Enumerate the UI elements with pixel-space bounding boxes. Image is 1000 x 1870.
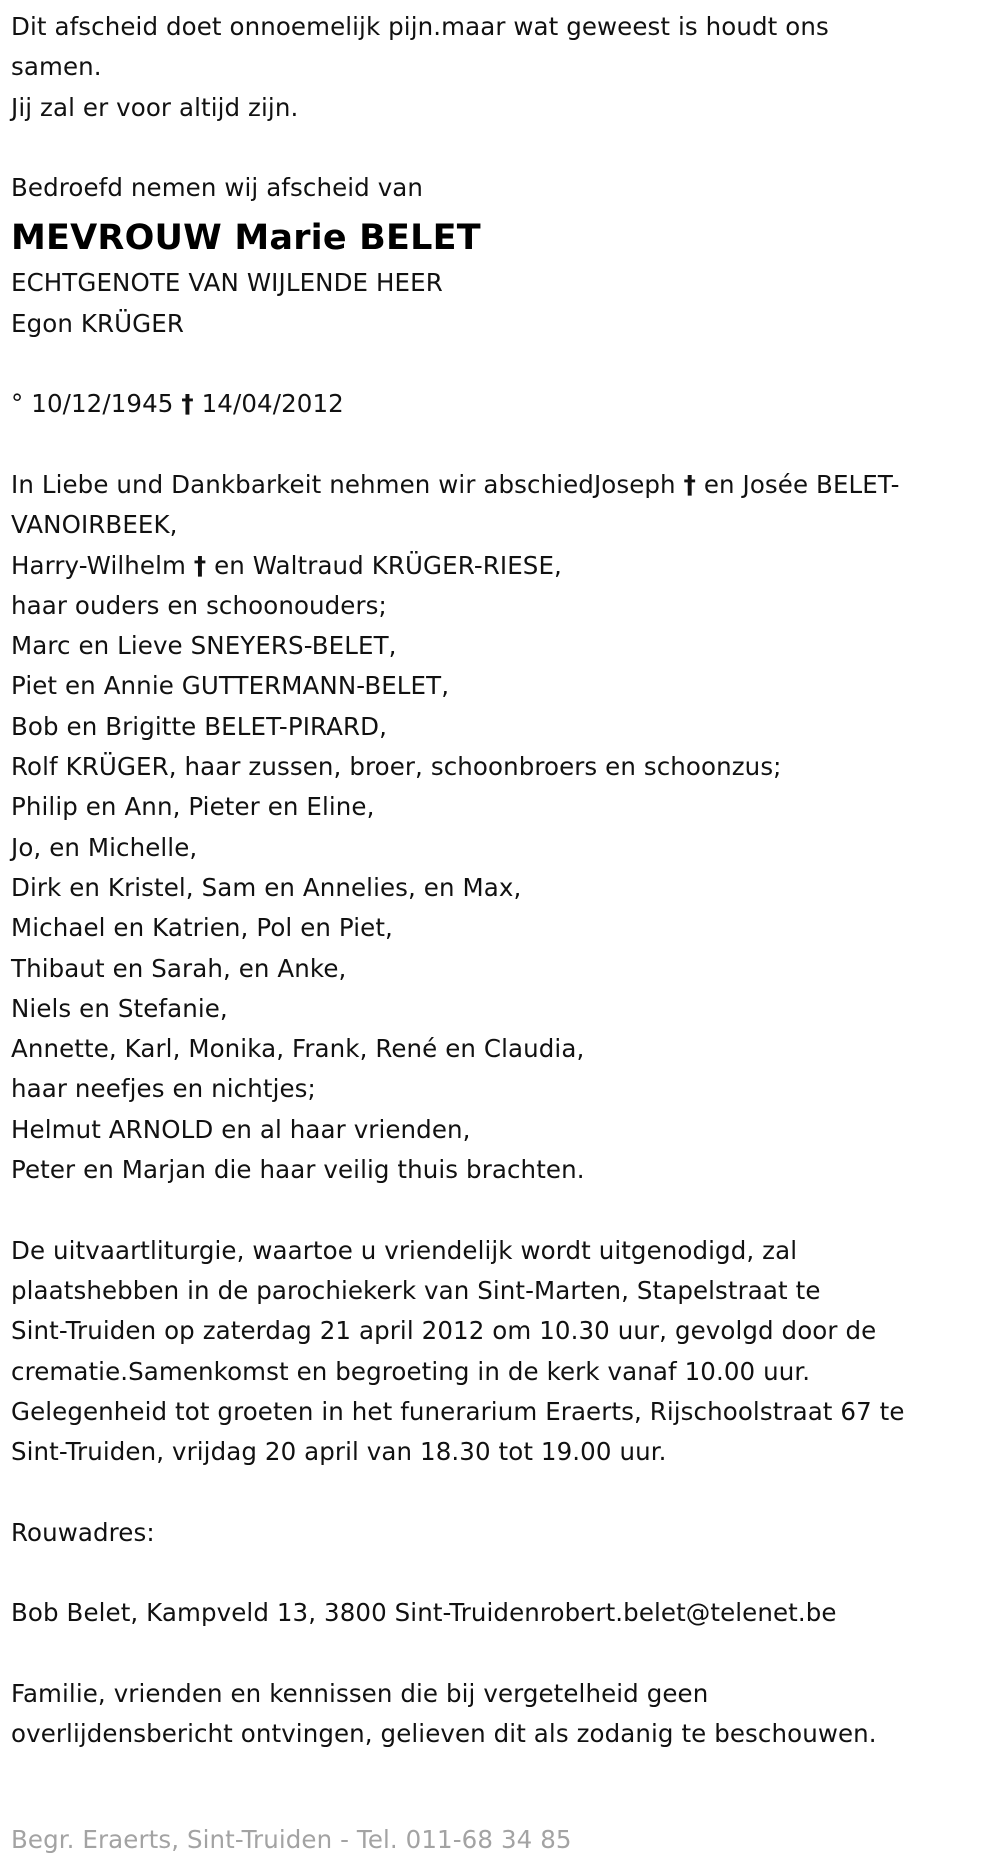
birth-symbol: ° (11, 389, 24, 419)
mourners-line: Annette, Karl, Monika, Frank, René en Claudia, (11, 1034, 585, 1064)
mourners-line: VANOIRBEEK, (11, 510, 178, 540)
funeral-line: Sint-Truiden, vrijdag 20 april van 18.30 tot 19.00 uur. (11, 1437, 667, 1467)
mourners-line: Bob en Brigitte BELET-PIRARD, (11, 711, 387, 741)
announcement-text: Bedroefd nemen wij afscheid van (11, 173, 424, 203)
mourner-name: Harry-Wilhelm (11, 550, 186, 580)
mourners-line: Marc en Lieve SNEYERS-BELET, (11, 631, 397, 661)
mourners-line: Piet en Annie GUTTERMANN-BELET, (11, 671, 450, 701)
intro-line-3: Jij zal er voor altijd zijn. (11, 92, 299, 122)
closing-line: overlijdensbericht ontvingen, gelieven dit als zodanig te beschouwen. (11, 1719, 877, 1749)
funeral-home-credit: Begr. Eraerts, Sint-Truiden - Tel. 011-68 34 85 (11, 1825, 572, 1854)
intro-line-1: Dit afscheid doet onnoemelijk pijn.maar wat geweest is houdt ons (11, 12, 829, 41)
mourners-line: Michael en Katrien, Pol en Piet, (11, 913, 393, 943)
mourners-intro-text: In Liebe und Dankbarkeit nehmen wir abschiedJoseph (11, 469, 676, 499)
mourners-line: Helmut ARNOLD en al haar vrienden, (11, 1114, 471, 1144)
deceased-name: MEVROUW Marie BELET (11, 218, 481, 259)
mourners-line: Dirk en Kristel, Sam en Annelies, en Max, (11, 872, 522, 902)
spacer (11, 425, 996, 465)
mourner-name: en Waltraud KRÜGER-RIESE, (214, 550, 562, 580)
spouse-name: Egon KRÜGER (11, 308, 184, 338)
funeral-line: De uitvaartliturgie, waartoe u vriendelijk wordt uitgenodigd, zal (11, 1235, 798, 1265)
mourners-first-line (11, 465, 996, 505)
mourners-line: Jo, en Michelle, (11, 832, 198, 862)
mourners-parents-text: en Josée BELET- (703, 469, 900, 499)
funeral-line: plaatshebben in de parochiekerk van Sint-Marten, Stapelstraat te (11, 1275, 821, 1305)
mourners-line: Niels en Stefanie, (11, 993, 228, 1023)
address-value: Bob Belet, Kampveld 13, 3800 Sint-Truidenrobert.belet@telenet.be (11, 1598, 837, 1628)
funeral-line: Sint-Truiden op zaterdag 21 april 2012 om 10.30 uur, gevolgd door de (11, 1316, 877, 1346)
closing-line: Familie, vrienden en kennissen die bij vergetelheid geen (11, 1678, 709, 1708)
mourners-line: haar neefjes en nichtjes; (11, 1074, 316, 1104)
mourners-line: Rolf KRÜGER, haar zussen, broer, schoonbroers en schoonzus; (11, 752, 782, 782)
mourners-line: Peter en Marjan die haar veilig thuis brachten. (11, 1155, 585, 1185)
spacer (11, 1634, 996, 1674)
spacer (11, 344, 996, 384)
spacer (11, 128, 996, 168)
address-label: Rouwadres: (11, 1517, 155, 1547)
spacer (11, 1472, 996, 1512)
cross-icon: † (181, 389, 194, 419)
spacer (11, 1190, 996, 1230)
mourners-line (11, 546, 996, 586)
mourners-line: haar ouders en schoonouders; (11, 590, 387, 620)
life-dates (11, 384, 996, 424)
intro-line-2: samen. (11, 52, 102, 82)
cross-icon: † (193, 550, 207, 580)
cross-icon: † (683, 469, 696, 499)
funeral-line: Gelegenheid tot groeten in het funerarium Eraerts, Rijschoolstraat 67 te (11, 1396, 905, 1426)
funeral-line: crematie.Samenkomst en begroeting in de kerk vanaf 10.00 uur. (11, 1356, 811, 1386)
death-notice (11, 7, 996, 1754)
spacer (11, 1553, 996, 1593)
mourners-line: Thibaut en Sarah, en Anke, (11, 953, 347, 983)
mourners-line: Philip en Ann, Pieter en Eline, (11, 792, 375, 822)
death-date: 14/04/2012 (201, 389, 344, 419)
birth-date: 10/12/1945 (31, 389, 174, 419)
spouse-title: ECHTGENOTE VAN WIJLENDE HEER (11, 268, 443, 298)
